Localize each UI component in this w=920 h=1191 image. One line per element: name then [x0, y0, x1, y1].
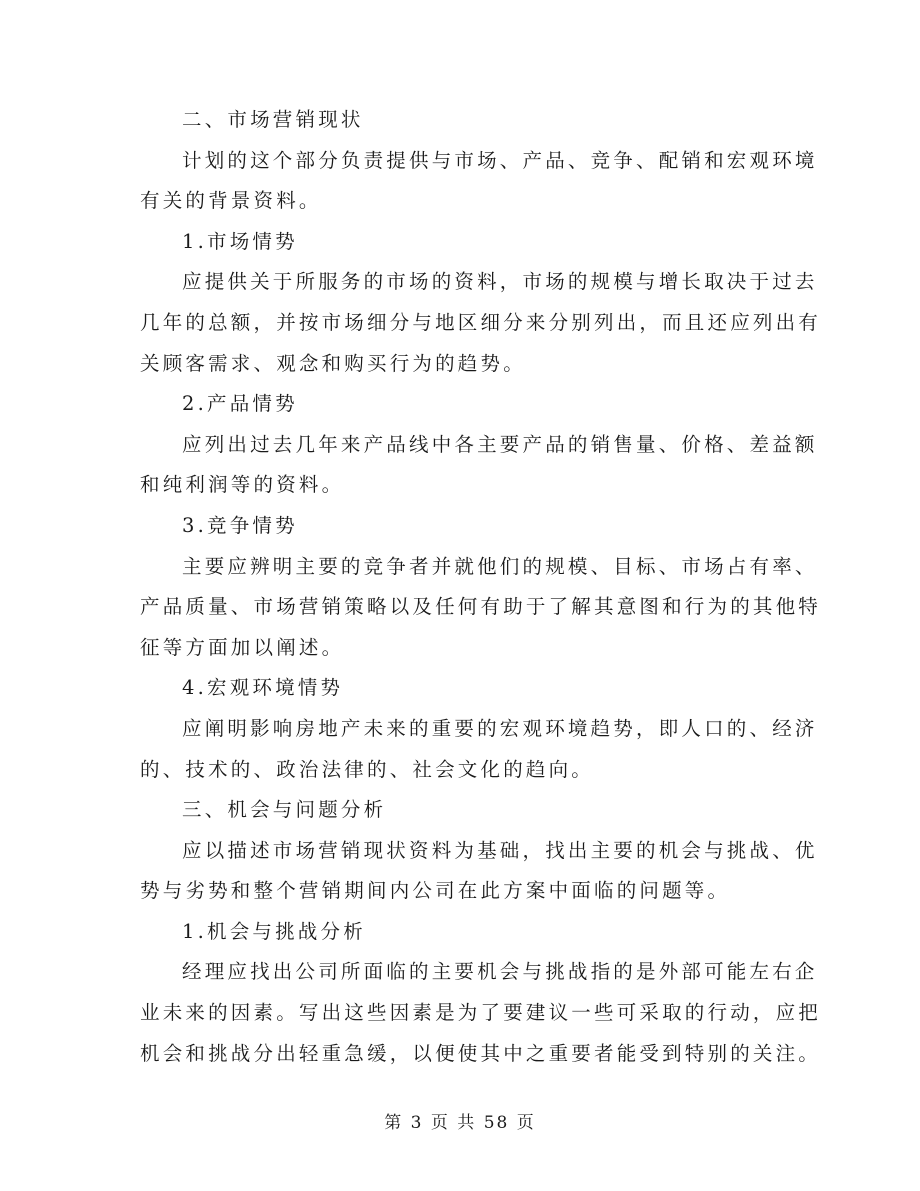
- section-heading-market-status: 二、市场营销现状: [182, 108, 364, 131]
- subheading-product-situation: 2.产品情势: [182, 392, 298, 416]
- paragraph-line: 业未来的因素。写出这些因素是为了要建议一些可采取的行动，应把: [140, 1001, 822, 1025]
- paragraph-line: 关顾客需求、观念和购买行为的趋势。: [140, 351, 526, 375]
- paragraph-line: 应阐明影响房地产未来的重要的宏观环境趋势，即人口的、经济: [182, 716, 818, 740]
- subheading-competition-situation: 3.竞争情势: [182, 513, 298, 537]
- subheading-market-situation: 1.市场情势: [182, 229, 298, 253]
- section-heading-opportunity-analysis: 三、机会与问题分析: [182, 798, 387, 822]
- paragraph-line: 几年的总额，并按市场细分与地区细分来分别列出，而且还应列出有: [140, 310, 822, 334]
- paragraph-line: 的、技术的、政治法律的、社会文化的趋向。: [140, 757, 595, 781]
- paragraph-line: 机会和挑战分出轻重急缓，以便使其中之重要者能受到特别的关注。: [140, 1041, 822, 1065]
- paragraph-line: 应以描述市场营销现状资料为基础，找出主要的机会与挑战、优: [182, 838, 818, 862]
- paragraph-line: 应提供关于所服务的市场的资料，市场的规模与增长取决于过去: [182, 270, 818, 294]
- paragraph-line: 和纯利润等的资料。: [140, 473, 345, 497]
- paragraph-line: 势与劣势和整个营销期间内公司在此方案中面临的问题等。: [140, 879, 731, 903]
- subheading-macro-environment: 4.宏观环境情势: [182, 676, 344, 700]
- paragraph-line: 经理应找出公司所面临的主要机会与挑战指的是外部可能左右企: [182, 960, 818, 984]
- page-number-footer: 第 3 页 共 58 页: [384, 1113, 536, 1133]
- paragraph-line: 产品质量、市场营销策略以及任何有助于了解其意图和行为的其他特: [140, 595, 822, 619]
- subheading-opportunity-challenge: 1.机会与挑战分析: [182, 919, 366, 943]
- document-body: [140, 100, 822, 1074]
- paragraph-line: 计划的这个部分负责提供与市场、产品、竞争、配销和宏观环境: [182, 148, 818, 172]
- paragraph-line: 主要应辨明主要的竞争者并就他们的规模、目标、市场占有率、: [182, 554, 818, 578]
- paragraph-line: 征等方面加以阐述。: [140, 635, 345, 659]
- paragraph-line: 有关的背景资料。: [140, 189, 322, 213]
- paragraph-line: 应列出过去几年来产品线中各主要产品的销售量、价格、差益额: [182, 432, 818, 456]
